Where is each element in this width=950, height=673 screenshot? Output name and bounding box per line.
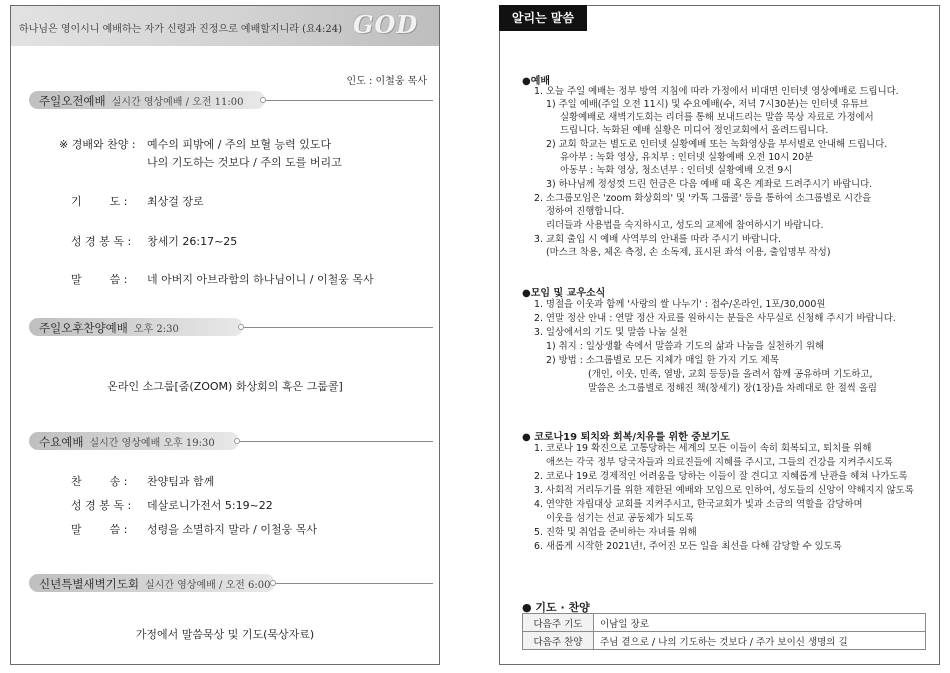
worship-leader: 인도 : 이철웅 목사 <box>346 76 427 87</box>
prayer-value: 최상걸 장로 <box>147 195 204 208</box>
prayer-label: 기 도 : <box>71 195 128 208</box>
section-title: 주일오전예배 <box>39 94 106 108</box>
section-bar-sunday-afternoon <box>29 318 433 336</box>
banner-verse: 하나님은 영이시니 예배하는 자가 신령과 진정으로 예배할지니라 (요4:24) <box>19 24 342 35</box>
list-item: 리더들과 사용법을 숙지하시고, 성도의 교제에 참여하시기 바랍니다. <box>546 220 824 231</box>
sermon-label: 말 씀 : <box>71 273 128 286</box>
afternoon-text: 온라인 소그룹[줌(ZOOM) 화상회의 혹은 그룹콜] <box>107 380 343 393</box>
reading-label: 성 경 봉 독 : <box>71 235 132 248</box>
section-subtitle: 실시간 영상예배 / 오전 11:00 <box>111 97 244 108</box>
section-subtitle: 실시간 영상예배 / 오전 6:00 <box>144 580 271 591</box>
corona-heading: ● 코로나19 퇴치와 회복/치유를 위한 중보기도 <box>522 432 730 443</box>
table-row <box>523 632 926 650</box>
section-subtitle: 실시간 영상예배 오후 19:30 <box>89 438 215 449</box>
list-item: 아동부 : 녹화 영상, 청소년부 : 인터넷 실황예배 오전 9시 <box>560 165 793 176</box>
table-row <box>523 614 926 632</box>
bar-dot-icon <box>260 97 266 103</box>
list-item: 3. 사회적 거리두기를 위한 제한된 예배와 모임으로 인하여, 성도들의 신앙이 약해지지 않도록 <box>534 485 914 496</box>
list-item: 2) 방법 : 소그룹별로 모든 지체가 매일 한 가지 기도 제목 <box>546 355 779 366</box>
wed-sermon-value: 성령을 소멸하지 말라 / 이철웅 목사 <box>147 523 317 536</box>
section-bar-sunday-morning <box>29 91 433 109</box>
list-item: 1. 명절을 이웃과 함께 '사랑의 쌀 나누기' : 접수/온라인, 1포/30,000원 <box>534 299 826 310</box>
section-subtitle: 오후 2:30 <box>133 324 179 335</box>
list-item: 6. 새롭게 시작한 2021년!, 주어진 모든 일을 최선을 다해 감당할 수 있도록 <box>534 541 842 552</box>
list-item: (마스크 착용, 체온 측정, 손 소독제, 표시된 좌석 이용, 출입명부 작성) <box>546 247 831 258</box>
list-item: 정하여 진행합니다. <box>546 206 625 217</box>
worship-heading: ●예배 <box>522 76 551 87</box>
list-item: 2) 교회 학교는 별도로 인터넷 실황예배 또는 녹화영상을 부서별로 안내해 드립니다. <box>546 139 888 150</box>
section-bar-wednesday <box>29 432 433 450</box>
list-item: 1. 오늘 주일 예배는 정부 방역 지침에 따라 가정에서 비대면 인터넷 영상예배로 드립니다. <box>534 86 899 97</box>
list-item: 1) 주일 예배(주일 오전 11시) 및 수요예배(수, 저녁 7시30분)는 인터넷 유튜브 <box>546 99 869 110</box>
list-item: 3) 하나님께 정성껏 드린 헌금은 다음 예배 때 혹은 계좌로 드려주시기 바랍니다. <box>546 179 873 190</box>
wed-reading-value: 데살로니가전서 5:19~22 <box>147 499 273 512</box>
prayer-praise-heading: ● 기도 · 찬양 <box>522 601 590 614</box>
bar-dot-icon <box>234 438 240 444</box>
wed-reading-label: 성 경 봉 독 : <box>71 499 132 512</box>
hymn-label: ※ 경배와 찬양 : <box>59 138 136 151</box>
announcements-page <box>499 5 940 665</box>
list-item: 1. 코로나 19 확진으로 고통당하는 세계의 모든 이들이 속히 회복되고, 퇴치를 위해 <box>534 443 872 454</box>
announcements-tab: 알리는 말씀 <box>499 5 587 31</box>
section-bar-dawn-prayer <box>29 574 433 592</box>
list-item: 애쓰는 각국 정부 당국자들과 의료진들에 지혜를 주시고, 그들의 건강을 지켜주시도록 <box>546 457 893 468</box>
list-item: 말씀은 소그룹별로 정해진 책(창세기) 장(1장)을 차례대로 한 절씩 올림 <box>588 383 877 394</box>
god-logo: GOD <box>353 10 419 39</box>
list-item: 2. 코로나 19로 경제적인 어려움을 당하는 이들이 잘 견디고 지혜롭게 난관을 헤쳐 나가도록 <box>534 471 908 482</box>
section-title: 신년특별새벽기도회 <box>39 577 139 591</box>
list-item: 4. 연약한 자립대상 교회를 지켜주시고, 한국교회가 빛과 소금의 역할을 감당하며 <box>534 499 863 510</box>
bar-dot-icon <box>238 324 244 330</box>
dawn-text: 가정에서 말씀묵상 및 기도(묵상자료) <box>135 628 315 641</box>
list-item: 2. 연말 정산 안내 : 연말 정산 자료를 원하시는 분들은 사무실로 신청해 주시기 바랍니다. <box>534 313 896 324</box>
order-of-worship-page <box>10 5 440 665</box>
list-item: (개인, 이웃, 민족, 열방, 교회 등등)을 올려서 함께 공유하며 기도하고, <box>588 369 873 380</box>
list-item: 실황예배로 새벽기도회는 리더를 통해 보내드리는 말씀 묵상 자료로 가정에서 <box>560 112 874 123</box>
header-banner <box>11 6 439 46</box>
table-cell-value: 이남일 장로 <box>594 614 926 632</box>
table-cell-value: 주님 곁으로 / 나의 기도하는 것보다 / 주가 보이신 생명의 길 <box>594 632 926 650</box>
list-item: 유아부 : 녹화 영상, 유치부 : 인터넷 실황예배 오전 10시 20분 <box>560 152 814 163</box>
section-title: 주일오후찬양예배 <box>39 321 128 335</box>
list-item: 3. 일상에서의 기도 및 말씀 나눔 실천 <box>534 327 688 338</box>
hymn-line-1: 예수의 피밖에 / 주의 보혈 능력 있도다 <box>147 138 332 151</box>
fellowship-heading: ●모임 및 교우소식 <box>522 288 606 299</box>
list-item: 5. 진학 및 취업을 준비하는 자녀를 위해 <box>534 527 697 538</box>
list-item: 1) 취지 : 일상생활 속에서 말씀과 기도의 삶과 나눔을 실천하기 위해 <box>546 341 825 352</box>
praise-label: 찬 송 : <box>71 475 128 488</box>
hymn-line-2: 나의 기도하는 것보다 / 주의 도를 버리고 <box>147 156 342 169</box>
list-item: 3. 교회 출입 시 예배 사역부의 안내를 따라 주시기 바랍니다. <box>534 234 782 245</box>
next-week-table <box>522 613 926 650</box>
table-cell-key: 다음주 찬양 <box>523 632 594 650</box>
list-item: 이웃을 섬기는 선교 공동체가 되도록 <box>546 513 694 524</box>
list-item: 드립니다. 녹화된 예배 실황은 미디어 정인교회에서 올려드립니다. <box>560 125 829 136</box>
bar-dot-icon <box>270 580 276 586</box>
list-item: 2. 소그룹모임은 'zoom 화상회의' 및 '카톡 그룹콜' 등을 통하여 소그룹별로 시간을 <box>534 193 872 204</box>
table-cell-key: 다음주 기도 <box>523 614 594 632</box>
wed-sermon-label: 말 씀 : <box>71 523 128 536</box>
reading-value: 창세기 26:17~25 <box>147 235 238 248</box>
sermon-value: 네 아버지 아브라함의 하나님이니 / 이철웅 목사 <box>147 273 374 286</box>
section-title: 수요예배 <box>39 435 84 449</box>
praise-value: 찬양팀과 함께 <box>147 475 215 488</box>
